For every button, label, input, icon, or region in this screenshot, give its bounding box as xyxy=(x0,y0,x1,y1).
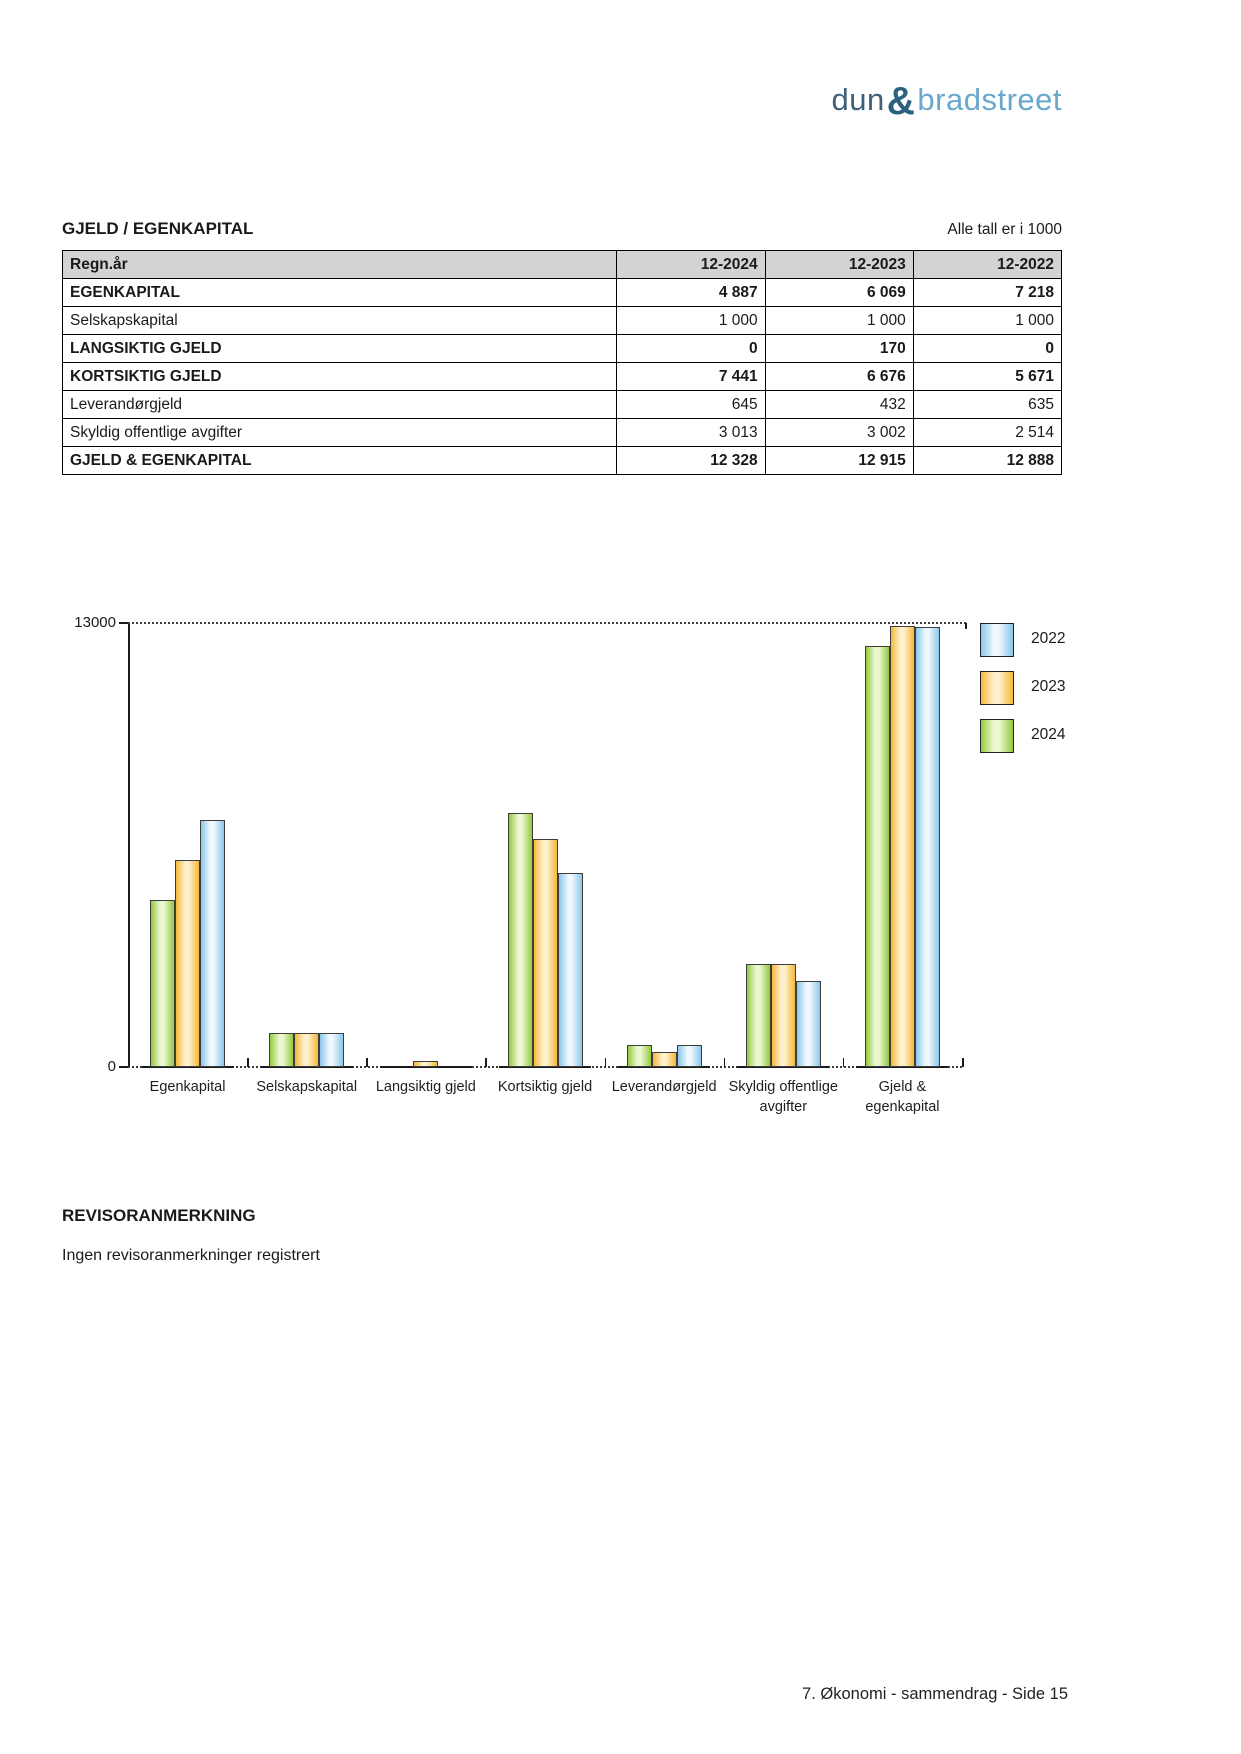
category-label-line: Egenkapital xyxy=(149,1079,226,1095)
row-value: 0 xyxy=(913,335,1061,363)
category-label-line: Langsiktig gjeld xyxy=(375,1079,476,1095)
row-value: 3 013 xyxy=(617,419,765,447)
row-value: 2 514 xyxy=(913,419,1061,447)
row-label: LANGSIKTIG GJELD xyxy=(63,335,617,363)
category-label-line: avgifter xyxy=(759,1099,808,1115)
bar-2023 xyxy=(533,839,558,1067)
gridline-ymax xyxy=(128,622,966,624)
bar-2023 xyxy=(771,964,796,1067)
row-value: 12 915 xyxy=(765,447,913,475)
category-label-line: Kortsiktig gjeld xyxy=(497,1079,593,1095)
category-label-line: Leverandørgjeld xyxy=(611,1079,717,1095)
row-label: Leverandørgjeld xyxy=(63,391,617,419)
x-axis-tick xyxy=(247,1058,249,1067)
bar-2023 xyxy=(294,1033,319,1067)
row-label: Skyldig offentlige avgifter xyxy=(63,419,617,447)
y-tick-label: 13000 xyxy=(74,614,116,631)
row-value: 432 xyxy=(765,391,913,419)
bar-2022 xyxy=(677,1045,702,1067)
row-value: 635 xyxy=(913,391,1061,419)
auditor-note-heading: REVISORANMERKNING xyxy=(62,1206,256,1225)
bar-2023 xyxy=(890,626,915,1067)
row-value: 5 671 xyxy=(913,363,1061,391)
legend-swatch-2024 xyxy=(980,719,1014,753)
gridline-end-tick xyxy=(965,623,967,629)
y-axis xyxy=(128,623,130,1068)
category-label-line: Gjeld & xyxy=(878,1079,927,1095)
bar-2024 xyxy=(746,964,771,1067)
section-title: GJELD / EGENKAPITAL xyxy=(62,219,254,238)
row-label: KORTSIKTIG GJELD xyxy=(63,363,617,391)
ampersand-icon: & xyxy=(886,80,916,123)
bar-2022 xyxy=(915,627,940,1067)
category-label-line: egenkapital xyxy=(865,1099,940,1115)
row-value: 12 328 xyxy=(617,447,765,475)
row-value: 7 441 xyxy=(617,363,765,391)
bar-2024 xyxy=(150,900,175,1067)
units-note: Alle tall er i 1000 xyxy=(947,221,1062,238)
row-value: 6 676 xyxy=(765,363,913,391)
row-value: 645 xyxy=(617,391,765,419)
row-label: GJELD & EGENKAPITAL xyxy=(63,447,617,475)
row-value: 1 000 xyxy=(913,307,1061,335)
x-axis-tick xyxy=(366,1058,368,1067)
bar-2024 xyxy=(508,813,533,1067)
row-value: 170 xyxy=(765,335,913,363)
table-header-label: Regn.år xyxy=(63,251,617,279)
table-header-year: 12-2022 xyxy=(913,251,1061,279)
row-label: EGENKAPITAL xyxy=(63,279,617,307)
bar-2023 xyxy=(652,1052,677,1067)
x-axis-tick xyxy=(605,1058,607,1067)
row-value: 7 218 xyxy=(913,279,1061,307)
row-label: Selskapskapital xyxy=(63,307,617,335)
y-axis-tick xyxy=(119,1066,128,1068)
legend-label: 2024 xyxy=(1031,726,1066,743)
row-value: 4 887 xyxy=(617,279,765,307)
bar-2023 xyxy=(413,1061,438,1067)
logo-word-bradstreet: bradstreet xyxy=(917,82,1062,117)
y-tick-label: 0 xyxy=(107,1058,116,1075)
bar-2024 xyxy=(627,1045,652,1067)
category-label-line: Skyldig offentlige xyxy=(728,1079,838,1095)
page-footer: 7. Økonomi - sammendrag - Side 15 xyxy=(802,1685,1068,1703)
category-label xyxy=(817,1077,987,1117)
category-label-line: Selskapskapital xyxy=(256,1079,358,1095)
x-axis-tick xyxy=(843,1058,845,1067)
y-axis-tick xyxy=(119,622,128,624)
bar-2023 xyxy=(175,860,200,1067)
bar-2022 xyxy=(319,1033,344,1067)
x-axis-tick xyxy=(724,1058,726,1067)
row-value: 12 888 xyxy=(913,447,1061,475)
bar-2022 xyxy=(796,981,821,1067)
row-value: 0 xyxy=(617,335,765,363)
row-value: 6 069 xyxy=(765,279,913,307)
row-value: 1 000 xyxy=(617,307,765,335)
legend-swatch-2022 xyxy=(980,623,1014,657)
bar-2022 xyxy=(558,873,583,1067)
logo-word-dun: dun xyxy=(831,82,885,117)
bar-2024 xyxy=(865,646,890,1067)
legend-label: 2023 xyxy=(1031,678,1066,695)
x-axis-tick xyxy=(485,1058,487,1067)
table-header-year: 12-2023 xyxy=(765,251,913,279)
row-value: 1 000 xyxy=(765,307,913,335)
legend-swatch-2023 xyxy=(980,671,1014,705)
bar-2024 xyxy=(269,1033,294,1067)
table-header-year: 12-2024 xyxy=(617,251,765,279)
auditor-note-body: Ingen revisoranmerkninger registrert xyxy=(62,1247,320,1264)
legend-label: 2022 xyxy=(1031,630,1066,647)
row-value: 3 002 xyxy=(765,419,913,447)
x-axis-tick xyxy=(962,1058,964,1067)
bar-2022 xyxy=(200,820,225,1067)
